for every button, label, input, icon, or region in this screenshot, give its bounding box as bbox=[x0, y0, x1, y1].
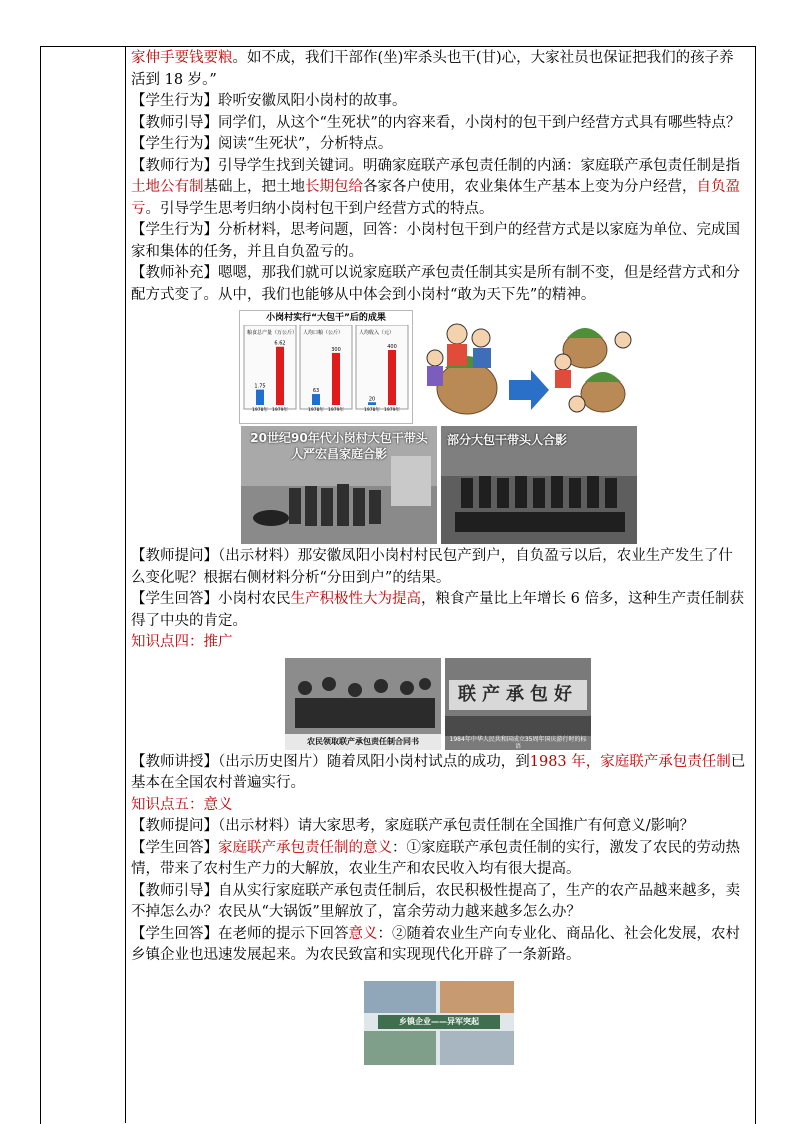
text-run: 【学生行为】 bbox=[131, 222, 218, 238]
chart-title: 小岗村实行“大包干”后的成果 bbox=[266, 313, 386, 323]
paragraph bbox=[131, 752, 747, 795]
paragraph bbox=[131, 263, 747, 306]
text-run: 【教师补充】 bbox=[131, 265, 218, 281]
lesson-content bbox=[131, 48, 747, 1065]
paragraph bbox=[131, 134, 747, 156]
chart-panel-frame bbox=[356, 325, 408, 409]
chart-panel-label: 人均口粮（公斤） bbox=[303, 330, 344, 336]
chart-data-label: 300 bbox=[331, 346, 341, 353]
chart-bar bbox=[276, 347, 284, 405]
text-block-top bbox=[131, 48, 747, 306]
text-run: 自从实行家庭联产承包责任制后，农民积极性提高了，生产的农产品越来越多，卖不掉怎么办？农民从“大锅饭”里解放了，富余劳动力越来越多怎么办？ bbox=[131, 882, 740, 920]
leaders-caption: 部分大包干带头人合影 bbox=[447, 433, 568, 447]
text-run: 。引导学生思考归纳小岗村包干到户经营方式的特点。 bbox=[145, 200, 494, 217]
text-run: 生产积极性大为提高 bbox=[290, 591, 421, 607]
text-run: ：②随着农业生产向专业化、商品化、社会化发展，农村乡镇企业也迅速发展起来。为农民致富和实现现代化开辟了一条新路。 bbox=[131, 925, 740, 963]
text-block-mid bbox=[131, 546, 747, 632]
paragraph bbox=[131, 546, 747, 589]
paragraph bbox=[131, 91, 747, 113]
text-run: ：①家庭联产承包责任制的实行，激发了农民的劳动热情，带来了农村生产力的大解放，农业生产和农民收入均有很大提高。 bbox=[131, 839, 740, 877]
chart-bar bbox=[332, 353, 340, 405]
text-run: 【学生行为】 bbox=[131, 93, 218, 109]
heading-knowledge-4: 知识点四：推广 bbox=[131, 634, 233, 650]
chart-data-label: 20 bbox=[368, 396, 376, 403]
text-run: 家庭联产承包责任制的意义 bbox=[218, 839, 392, 856]
text-run: 。如不成，我们干部作(坐)牢杀头也干(甘)心，大家社员也保证把我们的孩子养活到 18 岁。” bbox=[131, 50, 734, 88]
text-run: 【学生回答】 bbox=[131, 925, 218, 942]
paragraph bbox=[131, 48, 747, 91]
text-run: 1983 年，家庭联产承包责任制 bbox=[529, 753, 731, 770]
heading-knowledge-5: 知识点五：意义 bbox=[131, 796, 233, 813]
parade-caption: 1984年中华人民共和国成立35周年国庆游行时的标语 bbox=[449, 735, 587, 750]
chart-tick-label: 1978年 bbox=[252, 408, 268, 413]
photo-figure bbox=[241, 426, 637, 544]
text-run: 【教师提问】 bbox=[131, 818, 218, 834]
chart-panel-frame bbox=[244, 325, 296, 409]
paragraph bbox=[131, 816, 747, 838]
contract-caption: 农民领取联产承包责任制合同书 bbox=[307, 736, 419, 746]
paragraph bbox=[131, 838, 747, 881]
text-run: 【学生行为】 bbox=[131, 136, 218, 152]
chart-svg bbox=[240, 325, 412, 423]
promotion-figure bbox=[285, 658, 591, 750]
text-run: 已基本在全国农村普遍实行。 bbox=[131, 753, 746, 791]
text-run: 【教师讲授】 bbox=[131, 753, 218, 770]
chart-tick-label: 1978年 bbox=[364, 408, 380, 413]
paragraph bbox=[131, 220, 747, 263]
text-block-bottom bbox=[131, 816, 747, 967]
chart-panel-label: 粮食总产量（万公斤） bbox=[247, 330, 298, 336]
chart-tick-label: 1979年 bbox=[328, 408, 344, 413]
text-run: 自负盈亏 bbox=[131, 179, 740, 217]
yan-family-photo bbox=[241, 426, 437, 544]
chart-bar bbox=[256, 390, 264, 405]
text-run: 阅读“生死状”，分析特点。 bbox=[218, 136, 393, 152]
parade-banner: 联产承包好 bbox=[458, 683, 578, 705]
chart-panel bbox=[300, 325, 352, 413]
text-run: 嗯嗯，那我们就可以说家庭联产承包责任制其实是所有制不变，但是经营方式和分配方式变了。从中，我们也能够从中体会到小岗村“敢为天下先”的精神。 bbox=[131, 265, 740, 303]
chart-bar bbox=[388, 350, 396, 405]
chart-data-label: 400 bbox=[387, 344, 397, 350]
text-run: 长期包给 bbox=[305, 179, 363, 195]
text-run: 【教师引导】 bbox=[131, 882, 218, 899]
text-run: （出示材料）请大家思考，家庭联产承包责任制在全国推广有何意义/影响？ bbox=[218, 818, 695, 834]
text-run: 聆听安徽凤阳小岗村的故事。 bbox=[218, 93, 407, 109]
results-chart bbox=[239, 310, 413, 424]
text-run: （出示历史图片）随着凤阳小岗村试点的成功，到 bbox=[218, 753, 530, 770]
paragraph bbox=[131, 881, 747, 924]
text-run: 【教师引导】 bbox=[131, 114, 218, 131]
text-run: 家伸手要钱要粮 bbox=[131, 50, 233, 66]
text-run: 意义 bbox=[348, 925, 378, 942]
text-block-promo bbox=[131, 752, 747, 795]
table-column-divider bbox=[125, 46, 126, 1123]
parade-photo bbox=[445, 658, 591, 750]
chart-data-label: 1.75 bbox=[254, 383, 266, 390]
text-run: 分析材料，思考问题，回答：小岗村包干到户的经营方式是以家庭为单位、完成国家和集体的任务，并且自负盈亏的。 bbox=[131, 222, 740, 260]
chart-tick-label: 1978年 bbox=[308, 408, 324, 413]
chart-data-label: 63 bbox=[312, 388, 320, 395]
paragraph bbox=[131, 156, 747, 221]
text-run: 基础上，把土地 bbox=[203, 179, 305, 195]
chart-panel bbox=[244, 325, 297, 413]
chart-panel-frame bbox=[300, 325, 352, 409]
contract-photo bbox=[285, 658, 441, 750]
text-run: 【教师行为】 bbox=[131, 157, 218, 174]
cartoon-illustration bbox=[417, 310, 639, 422]
text-run: 各家各户使用，农业集体生产基本上变为分户经营， bbox=[363, 179, 697, 195]
text-run: 土地公有制 bbox=[131, 179, 204, 195]
text-run: 同学们，从这个“生死状”的内容来看，小岗村的包干到户经营方式具有哪些特点？ bbox=[218, 114, 741, 131]
text-run: 引导学生找到关键词。明确家庭联产承包责任制的内涵：家庭联产承包责任制是指 bbox=[218, 157, 740, 174]
chart-tick-label: 1979年 bbox=[384, 408, 400, 413]
yan-family-caption: 20世纪90年代小岗村大包干带头人严宏昌家庭合影 bbox=[250, 431, 428, 461]
township-figure bbox=[364, 981, 514, 1065]
township-collage bbox=[364, 981, 514, 1065]
text-run: 【学生回答】 bbox=[131, 839, 218, 856]
text-run: 在老师的提示下回答 bbox=[218, 925, 349, 942]
chart-data-label: 6.62 bbox=[274, 340, 286, 347]
chart-bar bbox=[368, 402, 376, 405]
text-run: （出示材料）那安徽凤阳小岗村村民包产到户，自负盈亏以后，农业生产发生了什么变化呢？根据右侧材料分析“分田到户”的结果。 bbox=[131, 548, 733, 586]
chart-tick-label: 1979年 bbox=[272, 408, 288, 413]
paragraph bbox=[131, 589, 747, 632]
results-figure bbox=[239, 310, 639, 424]
paragraph bbox=[131, 113, 747, 135]
chart-bar bbox=[312, 394, 320, 405]
paragraph bbox=[131, 924, 747, 967]
chart-panel-label: 人均收入（元） bbox=[359, 330, 395, 336]
text-run: 【教师提问】 bbox=[131, 548, 218, 564]
text-run: 小岗村农民 bbox=[218, 591, 291, 607]
leaders-photo bbox=[441, 426, 637, 544]
text-run: 【学生回答】 bbox=[131, 591, 218, 607]
chart-panel bbox=[356, 325, 408, 413]
text-run: ，粮食产量比上年增长 6 倍多，这种生产责任制获得了中央的肯定。 bbox=[131, 591, 744, 629]
township-caption: 乡镇企业——异军突起 bbox=[399, 1016, 479, 1026]
